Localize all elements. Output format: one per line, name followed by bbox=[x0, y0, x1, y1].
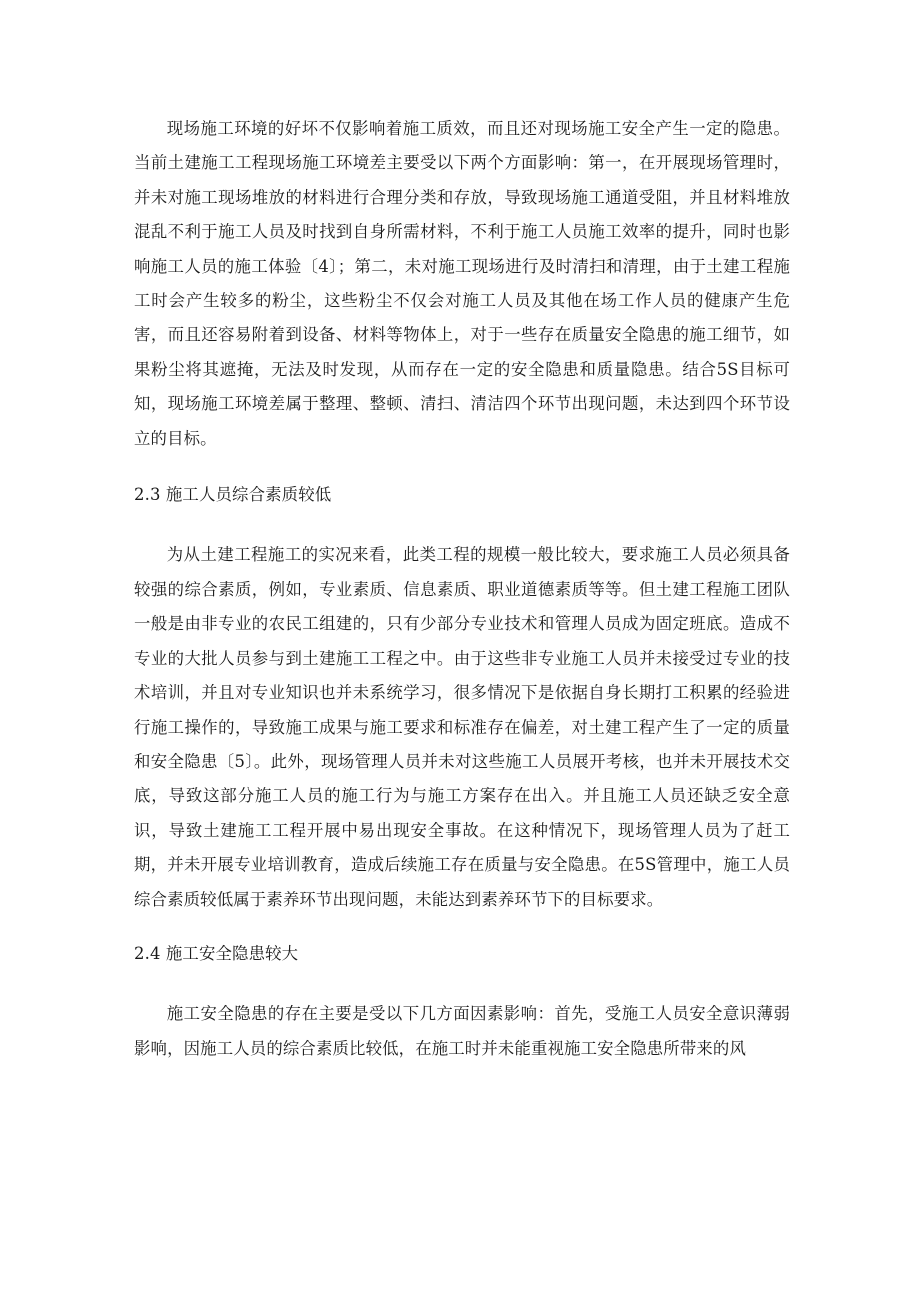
body-paragraph: 施工安全隐患的存在主要是受以下几方面因素影响：首先，受施工人员安全意识薄弱影响，因施工人员的综合素质比较低，在施工时并未能重视施工安全隐患所带来的风 bbox=[134, 1004, 790, 1058]
section-heading: 2.4 施工安全隐患较大 bbox=[134, 943, 299, 963]
body-paragraph: 现场施工环境的好坏不仅影响着施工质效，而且还对现场施工安全产生一定的隐患。当前土建施工工程现场施工环境差主要受以下两个方面影响：第一，在开展现场管理时，并未对施工现场堆放的材料进行合理分类和存放，导致现场施工通道受阻，并且材料堆放混乱不利于施工人员及时找到自身所需材料，不利于施工人员施工效率的提升，同时也影响施工人员的施工体验〔4〕；第二，未对施工现场进行及时清扫和清理，由于土建工程施工时会产生较多的粉尘，这些粉尘不仅会对施工人员及其他在场工作人员的健康产生危害，而且还容易附着到设备、材料等物体上，对于一些存在质量安全隐患的施工细节，如果粉尘将其遮掩，无法及时发现，从而存在一定的安全隐患和质量隐患。结合5S目标可知，现场施工环境差属于整理、整顿、清扫、清洁四个环节出现问题，未达到四个环节设立的目标。 bbox=[134, 119, 790, 448]
section-heading: 2.3 施工人员综合素质较低 bbox=[134, 485, 332, 505]
body-paragraph: 为从土建工程施工的实况来看，此类工程的规模一般比较大，要求施工人员必须具备较强的综合素质，例如，专业素质、信息素质、职业道德素质等等。但土建工程施工团队一般是由非专业的农民工组建的，只有少部分专业技术和管理人员成为固定班底。造成不专业的大批人员参与到土建施工工程之中。由于这些非专业施工人员并未接受过专业的技术培训，并且对专业知识也并未系统学习，很多情况下是依据自身长期打工积累的经验进行施工操作的，导致施工成果与施工要求和标准存在偏差，对土建工程产生了一定的质量和安全隐患〔5〕。此外，现场管理人员并未对这些施工人员展开考核，也并未开展技术交底，导致这部分施工人员的施工行为与施工方案存在出入。并且施工人员还缺乏安全意识，导致土建施工工程开展中易出现安全事故。在这种情况下，现场管理人员为了赶工期，并未开展专业培训教育，造成后续施工存在质量与安全隐患。在5S管理中，施工人员综合素质较低属于素养环节出现问题，未能达到素养环节下的目标要求。 bbox=[134, 545, 790, 909]
